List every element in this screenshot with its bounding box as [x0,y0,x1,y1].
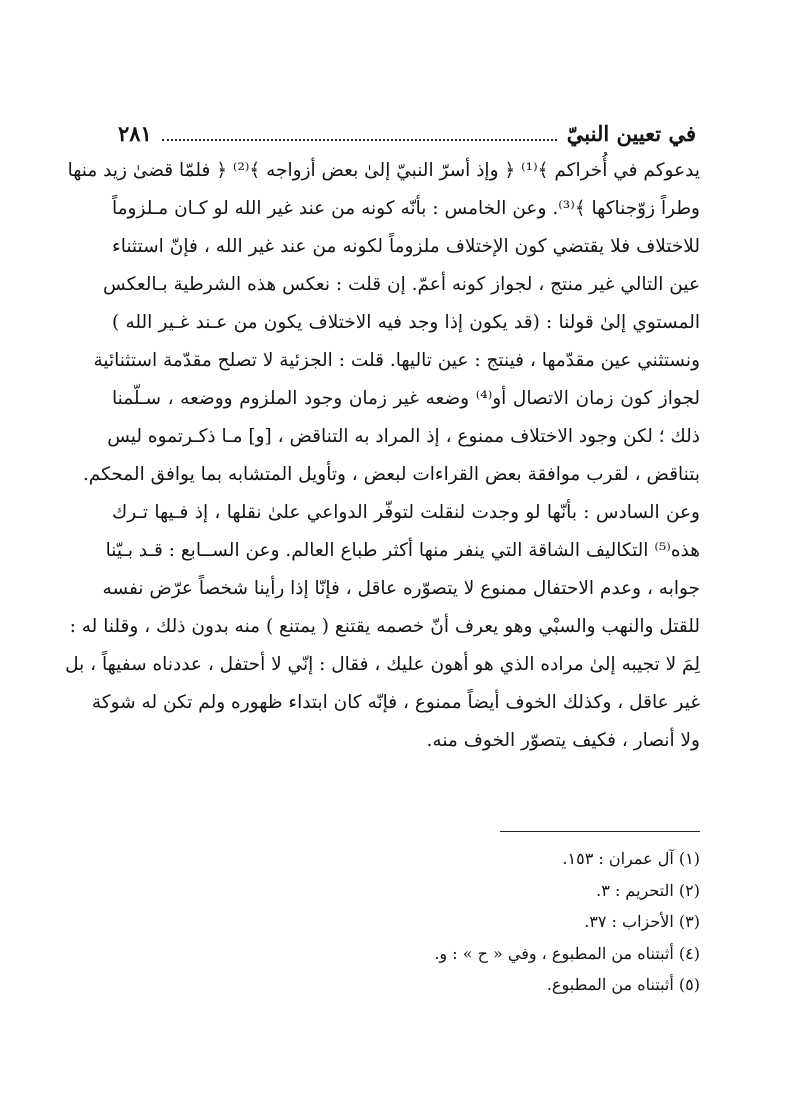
header-leader-dots [162,125,557,141]
text-line: ذلك ؛ لكن وجود الاختلاف ممنوع ، إذ المراد به التناقض ، [و] مـا ذكـرتموه ليس [107,426,700,447]
text-line: المستوي إلىٰ قولنا : (قد يكون إذا وجد فيه الاختلاف يكون من عـند غـير الله ) [112,312,700,333]
text-line: يدعوكم في أُخراكم ﴾⁽¹⁾ ﴿ وإذ أسرّ النبيّ إلىٰ بعض أزواجه ﴾⁽²⁾ ﴿ فلمّا قضىٰ زيد منها [67,160,700,181]
text-line: عين التالي غير منتج ، لجواز كونه أعمّ. إن قلت : نعكس هذه الشرطية بـالعكس [103,274,700,295]
text-line: للقتل والنهب والسبْي وهو يعرف أنّ خصمه يقتنع ( يمتنع ) منه بدون ذلك ، وقلنا له : [69,616,700,637]
text-line: بتناقض ، لقرب موافقة بعض القراءات لبعض ، وتأويل المتشابه بما يوافق المحكم. [82,464,700,485]
text-line: ونستثني عين مقدّمها ، فينتج : عين تاليها. قلت : الجزئية لا تصلح مقدّمة استثنائية [93,350,700,371]
text-line: وطراً زوّجناكها ﴾⁽³⁾. وعن الخامس : بأنّه كونه من عند غير الله لو كـان مـلزوماً [112,198,700,219]
text-line: ولا أنصار ، فكيف يتصوّر الخوف منه. [426,730,700,751]
text-line: لِمَ لا تجيبه إلىٰ مراده الذي هو أهون عليك ، فقال : إنّي لا أحتفل ، عددناه سفيهاً ، بل [65,654,700,675]
text-line: هذه⁽⁵⁾ التكاليف الشاقة التي ينفر منها أكثر طباع العالم. وعن الســابع : قـد بـيّنا [105,540,700,561]
text-line: وعن السادس : بأنّها لو وجدت لنقلت لتوفّر الدواعي علىٰ نقلها ، إذ فـيها تـرك [112,502,700,523]
page-number: ٢٨١ [118,120,152,146]
footnote: (٢) التحريم : ٣. [596,880,700,900]
footnote: (٣) الأحزاب : ٣٧. [584,912,700,931]
text-line: غير عاقل ، وكذلك الخوف أيضاً ممنوع ، فإنّه كان ابتداء ظهوره ولم تكن له شوكة [91,692,700,713]
main-text [65,152,700,760]
header-title: في تعيين النبيّ [566,120,696,146]
footnote: (٥) أثبتناه من المطبوع. [546,975,700,994]
text-line: للاختلاف فلا يقتضي كون الإختلاف ملزوماً لكونه من عند غير الله ، فإنّ استثناء [112,236,700,257]
text-line: جوابه ، وعدم الاحتفال ممنوع لا يتصوّره عاقل ، فإنّا إذا رأينا شخصاً عرّض نفسه [102,578,700,599]
running-header [118,116,696,150]
footnote: (٤) أثبتناه من المطبوع ، وفي « ح » : و. [434,943,700,963]
text-line: لجواز كون زمان الاتصال أو⁽⁴⁾ وضعه غير زمان وجود الملزوم ووضعه ، سـلّمنا [112,388,700,409]
footnote: (١) آل عمران : ١٥٣. [562,849,700,868]
footnotes [360,843,700,1001]
footnote-separator [500,831,700,832]
